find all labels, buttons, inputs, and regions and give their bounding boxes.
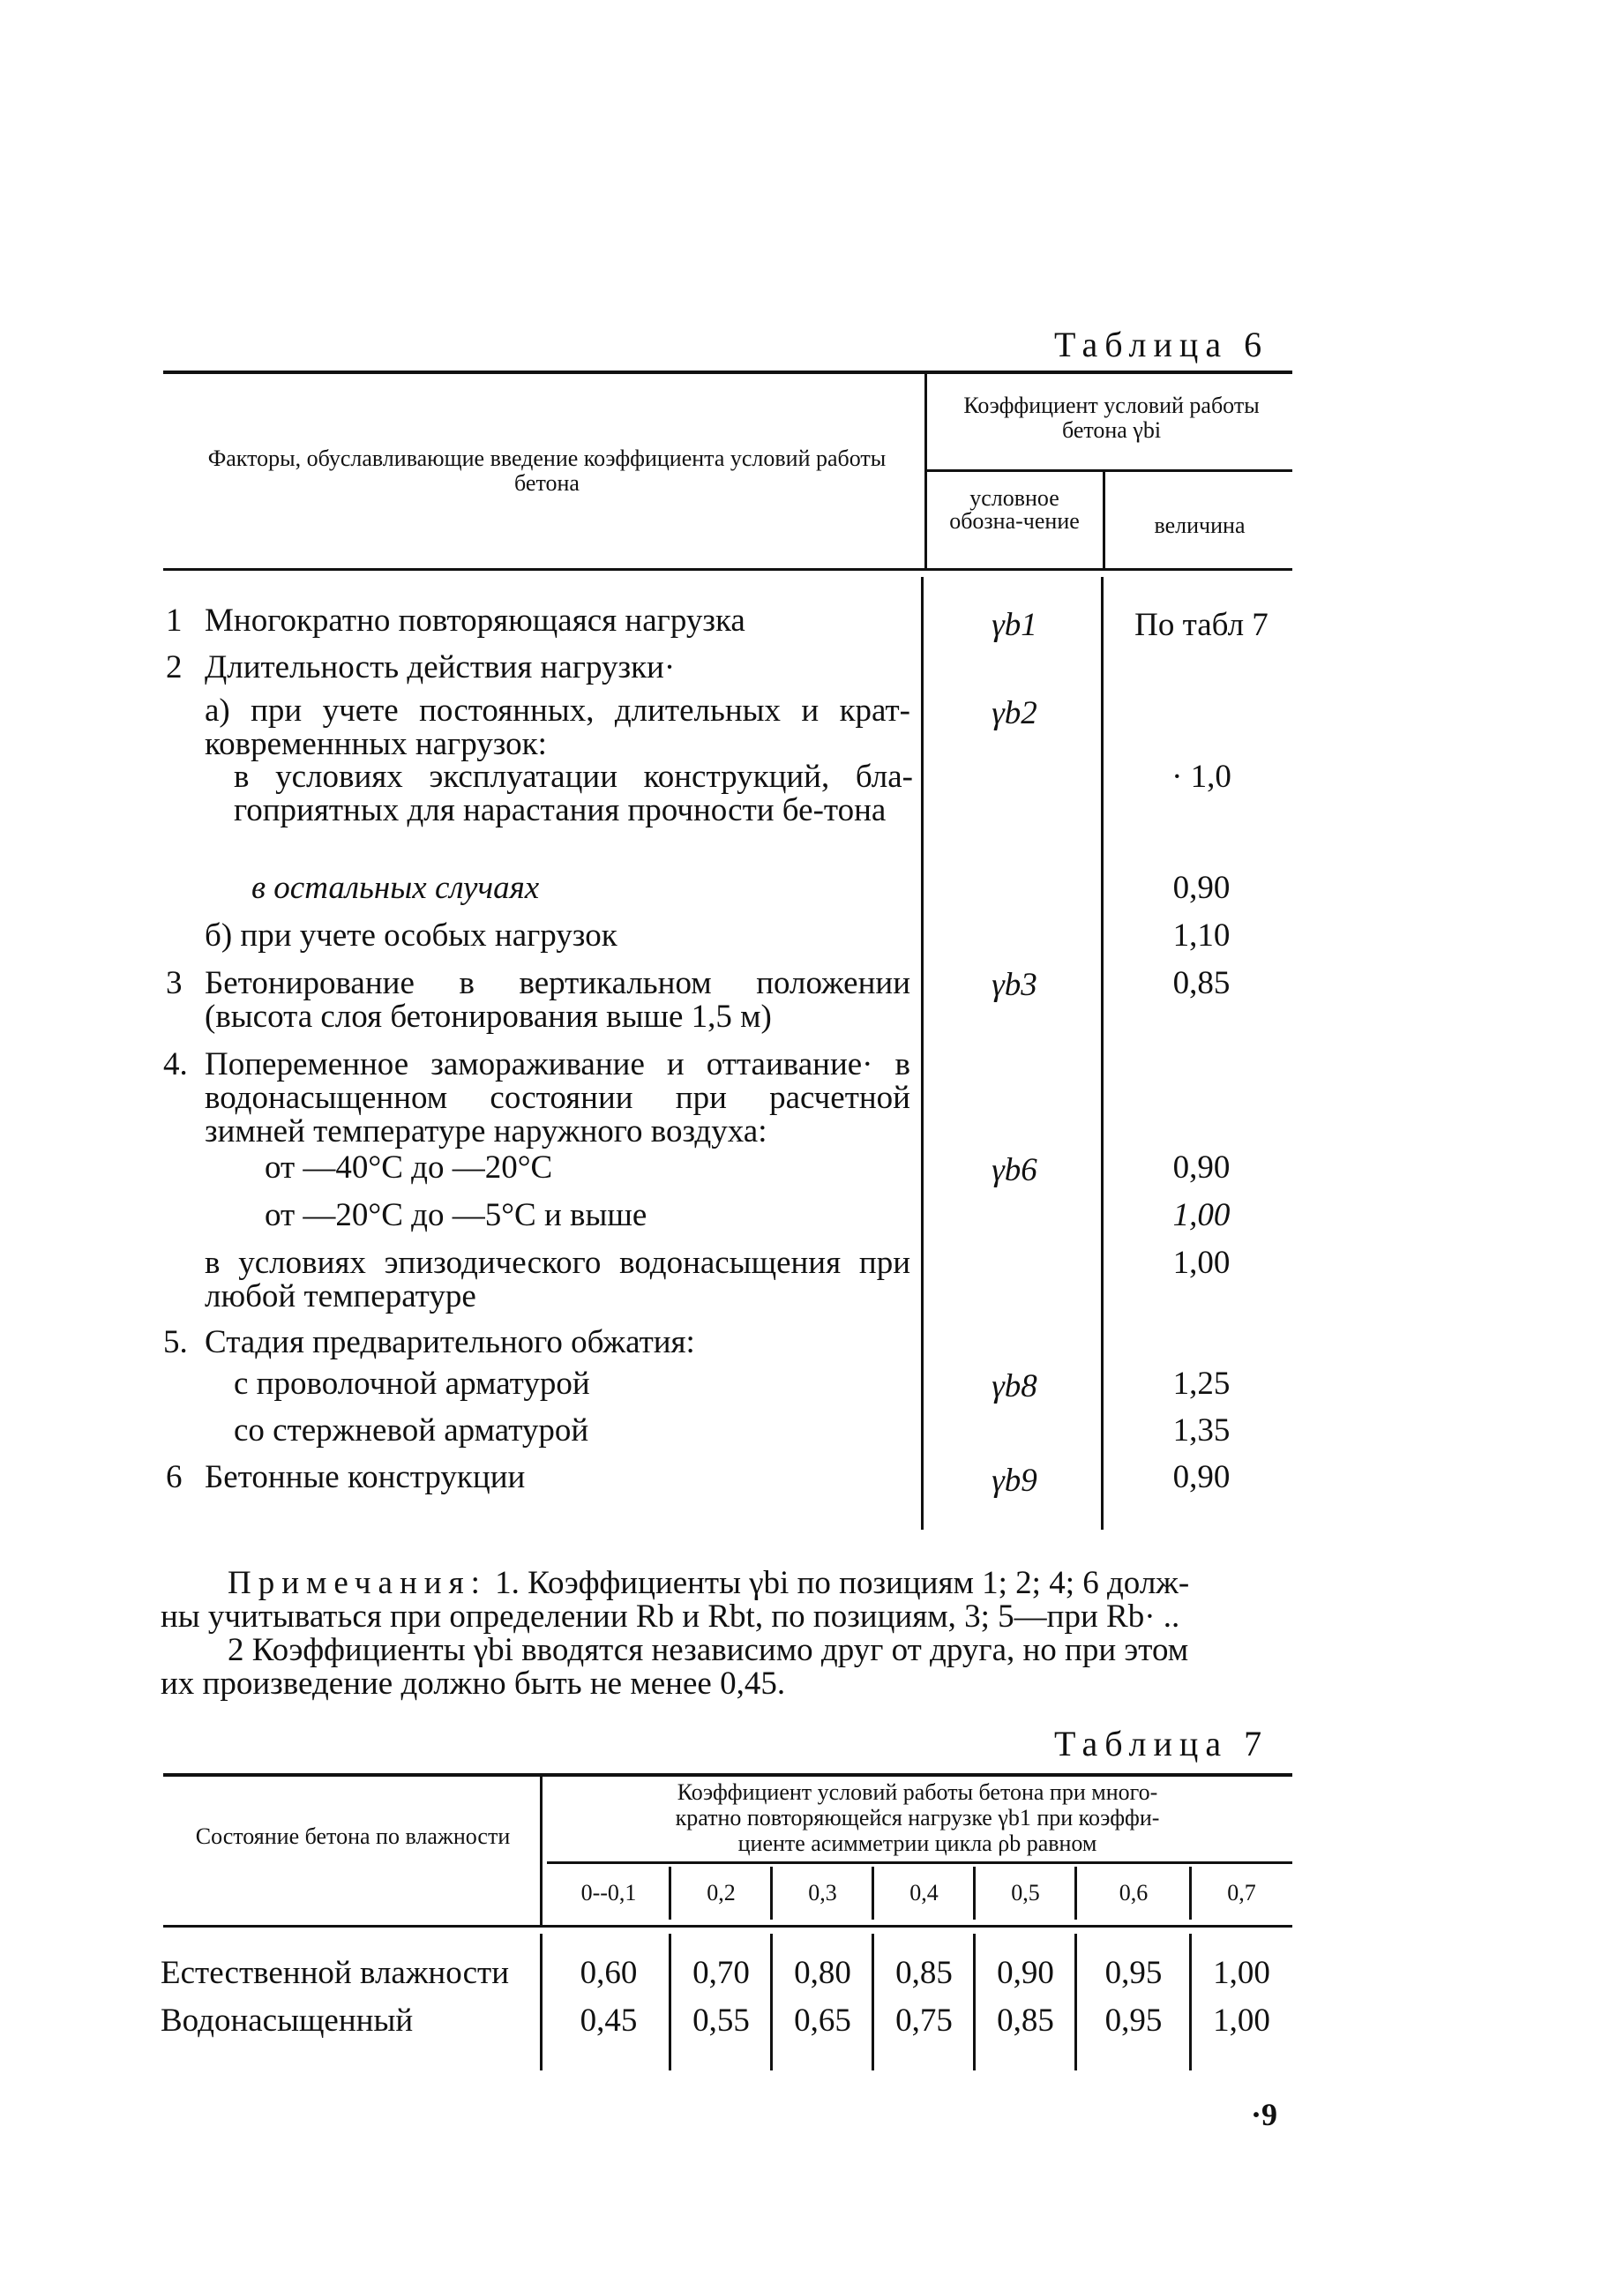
- table6-col-rule-1: [924, 374, 927, 568]
- row-text: Бетонирование в вертикальном положении (высота слоя бетонирования выше 1,5 м): [205, 965, 910, 1035]
- table7-col-rule: [770, 1934, 773, 2070]
- row-value: По табл 7: [1134, 607, 1269, 643]
- table7-cell: 0,65: [794, 2003, 851, 2039]
- row-symbol: γb8: [992, 1368, 1037, 1404]
- row-value: 0,90: [1172, 1149, 1231, 1186]
- row-text: Попеременное замораживание и оттаивание· в водонасыщенном состоянии при расчетной зимней температуре наружного воздуха:: [205, 1046, 910, 1149]
- row-text: с проволочной арматурой: [234, 1366, 590, 1402]
- row-state: Водонасыщенный: [161, 2003, 414, 2039]
- page-number: ·9: [1251, 2097, 1278, 2132]
- row-number: 2: [166, 649, 183, 685]
- table7-col-header: 0,5: [1011, 1880, 1040, 1905]
- notes-line-4: их произведение должно быть не менее 0,45.: [161, 1666, 786, 1702]
- table6-header-rule: [163, 568, 1292, 571]
- table7-caption: Таблица 7: [1054, 1724, 1269, 1763]
- table7-col-header: 0,2: [707, 1880, 736, 1905]
- row-text: Стадия предварительного обжатия:: [205, 1324, 695, 1360]
- table7-col-rule: [973, 1934, 976, 2070]
- table7-col-header: 0,7: [1227, 1880, 1256, 1905]
- row-number: 6: [166, 1459, 183, 1495]
- table6-header-value: величина: [1154, 513, 1246, 538]
- table7-col-rule: [872, 1934, 874, 2070]
- row-text: со стержневой арматурой: [234, 1412, 589, 1449]
- table7-cell: 0,75: [895, 2003, 953, 2039]
- table6-top-rule: [163, 371, 1292, 374]
- row-symbol: γb2: [992, 695, 1037, 731]
- row-text: в остальных случаях: [251, 870, 540, 906]
- row-text: от —20°С до —5°С и выше: [265, 1197, 647, 1233]
- table7-col-header: 0,6: [1119, 1880, 1149, 1905]
- table7-state-rule: [540, 1777, 543, 1925]
- table6-col-rule-1b: [921, 577, 924, 1530]
- row-text: в условиях эпизодического водонасыщения при любой температуре: [205, 1245, 910, 1314]
- table7-col-rule: [669, 1934, 671, 2070]
- table7-top-rule: [163, 1773, 1292, 1777]
- table7-col-header: 0--0,1: [580, 1880, 637, 1905]
- notes-line-3: 2 Коэффициенты γbi вводятся независимо друг от друга, но при этом: [228, 1632, 1189, 1668]
- row-value: · 1,0: [1171, 759, 1231, 795]
- row-value: 1,10: [1172, 917, 1231, 954]
- table6-header-factors: Факторы, обуславливающие введение коэффициента условий работы бетона: [207, 445, 887, 496]
- table6-col-rule-2b: [1101, 577, 1104, 1530]
- table7-state-rule-b: [540, 1934, 543, 2070]
- table7-cell: 0,85: [895, 1955, 953, 1991]
- table7-cell: 0,45: [580, 2003, 638, 2039]
- row-value: 0,85: [1172, 965, 1231, 1001]
- row-number: 1: [166, 603, 183, 639]
- row-number: 3: [166, 965, 183, 1001]
- table7-cell: 0,95: [1104, 2003, 1163, 2039]
- row-value: 0,90: [1172, 870, 1231, 906]
- row-value: 1,25: [1172, 1366, 1231, 1402]
- table7-sub-rule: [547, 1861, 1292, 1864]
- table7-header-coef-3: циенте асимметрии цикла ρb равном: [737, 1831, 1097, 1856]
- row-value: 1,00: [1172, 1245, 1231, 1281]
- row-value: 1,00: [1172, 1197, 1231, 1233]
- table7-cell: 0,55: [692, 2003, 750, 2039]
- table7-cell: 0,90: [997, 1955, 1054, 1991]
- row-symbol: γb1: [992, 607, 1037, 643]
- table7-col-rule: [1189, 1934, 1192, 2070]
- row-value: 0,90: [1172, 1459, 1231, 1495]
- table6-caption: Таблица 6: [1054, 325, 1269, 364]
- table6-col-rule-2: [1103, 471, 1105, 568]
- table7-col-header: 0,4: [909, 1880, 939, 1905]
- table7-header-state: Состояние бетона по влажности: [195, 1823, 511, 1849]
- table7-cell: 1,00: [1213, 2003, 1270, 2039]
- table7-header-coef-1: Коэффициент условий работы бетона при много-: [677, 1779, 1158, 1805]
- table7-cell: 0,80: [794, 1955, 851, 1991]
- row-symbol: γb3: [992, 967, 1037, 1003]
- row-state: Естественной влажности: [161, 1955, 510, 1991]
- table6-header-symbol: условное обозна-чение: [949, 485, 1080, 534]
- table7-cell: 0,95: [1104, 1955, 1163, 1991]
- notes-line-2: ны учитываться при определении Rb и Rbt, по позициям, 3; 5—при Rb· ..: [161, 1598, 1180, 1635]
- row-number: 4.: [163, 1046, 188, 1082]
- row-text: Бетонные конструкции: [205, 1459, 526, 1495]
- row-text: б) при учете особых нагрузок: [205, 917, 617, 954]
- table7-cell: 0,60: [580, 1955, 638, 1991]
- row-text: а) при учете постоянных, длительных и крат-ковременнных нагрузок:: [205, 693, 910, 762]
- row-symbol: γb9: [992, 1463, 1037, 1499]
- table7-col-rule: [1074, 1934, 1077, 2070]
- notes-label: Примечания:: [228, 1565, 487, 1601]
- note1-part-a: 1. Коэффициенты γbi по позициям 1; 2; 4; 6 долж-: [495, 1565, 1190, 1601]
- table7-cell: 0,70: [692, 1955, 750, 1991]
- table7-cell: 0,85: [997, 2003, 1054, 2039]
- row-text: в условиях эксплуатации конструкций, бла-гоприятных для нарастания прочности бе-тона: [234, 759, 913, 828]
- table6-sub-rule: [926, 469, 1292, 472]
- row-number: 5.: [163, 1324, 188, 1360]
- notes-line-1: [228, 1567, 1189, 1600]
- table7-header-rule: [163, 1925, 1292, 1928]
- table7-header-coef-2: кратно повторяющейся нагрузке γb1 при коэффи-: [675, 1805, 1160, 1831]
- row-value: 1,35: [1172, 1412, 1231, 1449]
- table7-col-header: 0,3: [808, 1880, 837, 1905]
- row-text: Длительность действия нагрузки·: [205, 649, 676, 685]
- row-text: Многократно повторяющаяся нагрузка: [205, 603, 745, 639]
- table7-cell: 1,00: [1213, 1955, 1270, 1991]
- row-symbol: γb6: [992, 1152, 1037, 1188]
- table6-header-coef: Коэффициент условий работы бетона γbi: [963, 393, 1260, 443]
- row-text: от —40°С до —20°С: [265, 1149, 553, 1186]
